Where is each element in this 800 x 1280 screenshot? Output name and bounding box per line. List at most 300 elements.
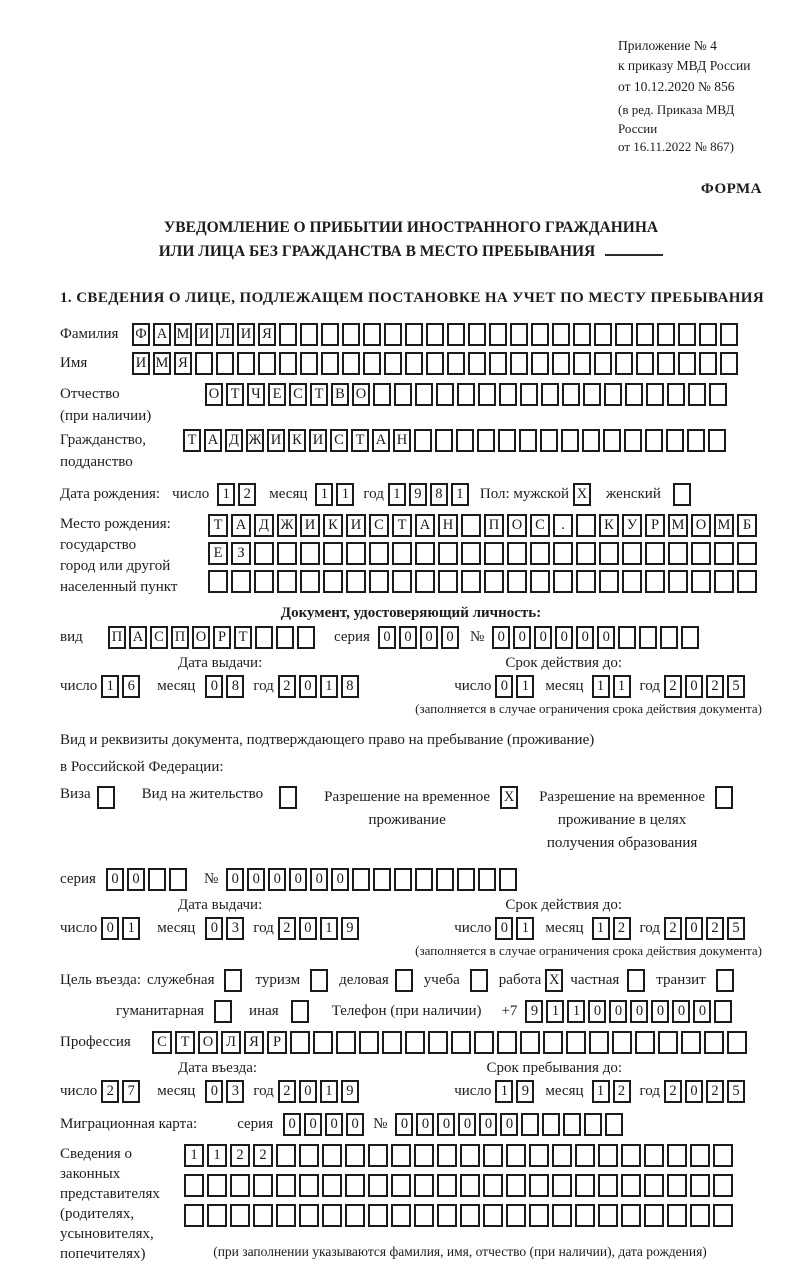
cell: И <box>309 429 327 452</box>
cell <box>297 626 315 649</box>
cell: 0 <box>500 1113 518 1136</box>
cell: И <box>267 429 285 452</box>
cell <box>276 1204 296 1227</box>
doc-kind-boxes <box>108 626 318 649</box>
cell: 1 <box>613 675 631 698</box>
cell <box>457 868 475 891</box>
permit-valid-heading: Срок действия до: <box>505 896 622 913</box>
cell: П <box>484 514 504 537</box>
stay-month-label: месяц <box>545 1082 584 1099</box>
cell: 2 <box>706 675 724 698</box>
cell <box>474 1031 494 1054</box>
citizenship-boxes <box>183 429 729 452</box>
purpose-business-checkbox <box>395 969 416 992</box>
form-title <box>60 216 762 264</box>
birth-date-label: Дата рождения: <box>60 486 161 503</box>
cell <box>169 868 187 891</box>
cell: М <box>174 323 192 346</box>
cell: 0 <box>304 1113 322 1136</box>
cell: 1 <box>451 483 469 506</box>
blank-underline <box>605 243 663 256</box>
purpose-humanitarian-checkbox <box>214 1000 235 1023</box>
cell: А <box>129 626 147 649</box>
cell <box>599 542 619 565</box>
permit-issue-day-boxes <box>101 917 143 940</box>
cell <box>184 1174 204 1197</box>
cell <box>708 429 726 452</box>
cell: Л <box>216 323 234 346</box>
cell: 1 <box>516 675 534 698</box>
permit-dates-headings <box>60 897 762 914</box>
cell <box>510 352 528 375</box>
cell <box>207 1204 227 1227</box>
citizenship-label-line1: Гражданство, <box>60 432 147 449</box>
cell <box>414 1204 434 1227</box>
entry-month-label: месяц <box>157 1082 196 1099</box>
doc-issue-day-label: число <box>60 678 98 695</box>
cell: 2 <box>664 1080 682 1103</box>
cell <box>342 323 360 346</box>
cell <box>541 383 559 406</box>
cell: Т <box>183 429 201 452</box>
cell: 1 <box>495 1080 513 1103</box>
cell <box>624 429 642 452</box>
cell: 0 <box>609 1000 627 1023</box>
cell <box>368 1144 388 1167</box>
temp-permit-edu-label <box>539 786 705 856</box>
entry-dates-row <box>60 1080 762 1103</box>
cell <box>737 570 757 593</box>
legal-representatives-label <box>60 1144 184 1264</box>
title-line-2-text: ИЛИ ЛИЦА БЕЗ ГРАЖДАНСТВА В МЕСТО ПРЕБЫВАНИЯ <box>158 243 596 261</box>
legal-label-line5: усыновителях, <box>60 1225 154 1242</box>
cell <box>321 352 339 375</box>
cell <box>699 352 717 375</box>
cell: К <box>599 514 619 537</box>
cell: 2 <box>278 1080 296 1103</box>
cell <box>699 323 717 346</box>
annex-line-1: Приложение № 4 <box>618 38 717 53</box>
cell: 0 <box>555 626 573 649</box>
cell: 9 <box>525 1000 543 1023</box>
cell: 2 <box>613 1080 631 1103</box>
residence-permit-label: Вид на жительство <box>141 785 264 802</box>
cell <box>599 570 619 593</box>
cell <box>563 1113 581 1136</box>
birth-place-row3 <box>208 570 760 593</box>
cell: Л <box>221 1031 241 1054</box>
cell <box>230 1204 250 1227</box>
cell: 0 <box>283 1113 301 1136</box>
cell: . <box>553 514 573 537</box>
cell <box>644 1204 664 1227</box>
purpose-work-label: работа <box>498 971 542 988</box>
patronymic-boxes <box>205 383 730 406</box>
cell <box>704 1031 724 1054</box>
cell <box>460 1174 480 1197</box>
cell <box>322 1144 342 1167</box>
cell: 0 <box>205 917 223 940</box>
cell <box>658 1031 678 1054</box>
cell <box>668 570 688 593</box>
temp-permit-item <box>324 786 521 833</box>
cell: О <box>352 383 370 406</box>
cell <box>716 969 734 992</box>
birth-place-row2 <box>208 542 760 565</box>
purpose-other-label: иная <box>249 1002 279 1019</box>
cell: И <box>195 323 213 346</box>
cell <box>428 1031 448 1054</box>
cell: Д <box>225 429 243 452</box>
cell <box>576 570 596 593</box>
purpose-transit-label: транзит <box>656 971 706 988</box>
temp-permit-checkbox <box>500 786 521 809</box>
cell: 0 <box>299 1080 317 1103</box>
cell: 1 <box>567 1000 585 1023</box>
temp-permit-edu-label-line1: Разрешение на временное <box>539 788 706 805</box>
cell <box>483 1144 503 1167</box>
cell: 0 <box>685 1080 703 1103</box>
cell <box>461 542 481 565</box>
cell <box>148 868 166 891</box>
cell <box>521 1113 539 1136</box>
cell: С <box>289 383 307 406</box>
cell: 5 <box>727 917 745 940</box>
legal-row3 <box>184 1204 736 1227</box>
cell <box>552 1204 572 1227</box>
cell: 9 <box>341 917 359 940</box>
cell <box>507 542 527 565</box>
cell: И <box>300 514 320 537</box>
cell: А <box>415 514 435 537</box>
cell: 0 <box>597 626 615 649</box>
cell <box>414 1174 434 1197</box>
entry-date-group <box>60 1080 362 1103</box>
cell <box>461 570 481 593</box>
permit-valid-day-label: число <box>454 919 492 936</box>
cell <box>622 570 642 593</box>
cell <box>470 969 488 992</box>
cell <box>414 1144 434 1167</box>
sex-male-checkbox <box>573 483 594 506</box>
cell: О <box>192 626 210 649</box>
cell: 2 <box>664 917 682 940</box>
cell: 8 <box>226 675 244 698</box>
cell <box>258 352 276 375</box>
cell: Я <box>244 1031 264 1054</box>
cell: 1 <box>315 483 333 506</box>
cell <box>657 323 675 346</box>
cell <box>276 1174 296 1197</box>
permit-valid-group <box>454 917 748 940</box>
doc-valid-day-label: число <box>454 678 492 695</box>
cell <box>645 429 663 452</box>
cell: 0 <box>378 626 396 649</box>
cell: 5 <box>727 1080 745 1103</box>
cell: М <box>714 514 734 537</box>
purpose-label: Цель въезда: <box>60 971 141 988</box>
cell: Д <box>254 514 274 537</box>
cell <box>291 1000 309 1023</box>
cell <box>566 1031 586 1054</box>
cell: П <box>108 626 126 649</box>
permit-valid-month-boxes <box>592 917 634 940</box>
cell <box>506 1174 526 1197</box>
cell <box>299 1174 319 1197</box>
cell <box>460 1144 480 1167</box>
cell: К <box>323 514 343 537</box>
permit-valid-year-label: год <box>639 919 660 936</box>
cell <box>625 383 643 406</box>
cell: 0 <box>127 868 145 891</box>
permit-issue-month-boxes <box>205 917 247 940</box>
visa-item <box>60 786 118 809</box>
cell: 0 <box>630 1000 648 1023</box>
cell: З <box>231 542 251 565</box>
cell <box>644 1174 664 1197</box>
name-row <box>60 352 762 375</box>
birth-place-label-line4: населенный пункт <box>60 579 178 596</box>
cell <box>437 1144 457 1167</box>
cell <box>553 542 573 565</box>
birth-place-label <box>60 514 208 598</box>
doc-series-boxes <box>378 626 462 649</box>
doc-valid-group <box>454 675 748 698</box>
cell: 1 <box>320 1080 338 1103</box>
cell <box>310 969 328 992</box>
cell: А <box>372 429 390 452</box>
cell: 2 <box>230 1144 250 1167</box>
permit-issue-group <box>60 917 362 940</box>
cell <box>690 1144 710 1167</box>
cell: Б <box>737 514 757 537</box>
cell <box>520 1031 540 1054</box>
cell: X <box>545 969 563 992</box>
cell <box>552 352 570 375</box>
purpose-official-checkbox <box>224 969 245 992</box>
cell <box>394 383 412 406</box>
cell <box>681 626 699 649</box>
purpose-row-2 <box>60 1000 762 1023</box>
title-line-1: УВЕДОМЛЕНИЕ О ПРИБЫТИИ ИНОСТРАННОГО ГРАЖДАНИНА <box>163 219 659 237</box>
cell <box>690 1174 710 1197</box>
cell <box>531 352 549 375</box>
legal-representatives-boxes <box>184 1144 736 1260</box>
cell <box>499 383 517 406</box>
cell <box>254 570 274 593</box>
entry-date-heading: Дата въезда: <box>178 1059 258 1076</box>
cell <box>368 1204 388 1227</box>
cell <box>621 1174 641 1197</box>
cell: 1 <box>320 675 338 698</box>
cell <box>636 352 654 375</box>
cell <box>621 1204 641 1227</box>
cell <box>405 1031 425 1054</box>
doc-issue-month-boxes <box>205 675 247 698</box>
cell <box>237 352 255 375</box>
permit-series-row <box>60 868 762 891</box>
doc-valid-heading: Срок действия до: <box>505 655 622 672</box>
cell <box>405 323 423 346</box>
permit-number-boxes <box>226 868 520 891</box>
doc-issue-day-boxes <box>101 675 143 698</box>
cell: У <box>622 514 642 537</box>
cell: 2 <box>253 1144 273 1167</box>
birth-place-label-line1: Место рождения: <box>60 516 171 533</box>
cell <box>575 1144 595 1167</box>
cell: Т <box>175 1031 195 1054</box>
cell <box>529 1144 549 1167</box>
cell: Ж <box>277 514 297 537</box>
cell: 9 <box>409 483 427 506</box>
cell: 5 <box>727 675 745 698</box>
citizenship-row <box>60 429 762 473</box>
cell <box>415 542 435 565</box>
cell <box>667 1174 687 1197</box>
cell <box>660 626 678 649</box>
cell <box>323 570 343 593</box>
cell <box>714 570 734 593</box>
residence-permit-item <box>142 786 300 809</box>
citizenship-label <box>60 429 183 473</box>
purpose-official-label: служебная <box>146 971 215 988</box>
purpose-private-checkbox <box>627 969 648 992</box>
cell: 1 <box>207 1144 227 1167</box>
cell <box>394 868 412 891</box>
cell <box>552 1144 572 1167</box>
surname-boxes <box>132 323 741 346</box>
cell <box>373 383 391 406</box>
cell <box>342 352 360 375</box>
cell: 0 <box>685 675 703 698</box>
permit-valid-day-boxes <box>495 917 537 940</box>
cell <box>543 1031 563 1054</box>
cell: 9 <box>341 1080 359 1103</box>
cell <box>540 429 558 452</box>
cell <box>352 868 370 891</box>
cell <box>553 570 573 593</box>
cell <box>414 429 432 452</box>
phone-boxes <box>525 1000 735 1023</box>
cell <box>714 1000 732 1023</box>
title-line-2 <box>60 240 762 264</box>
birth-place-label-line2: государство <box>60 537 137 554</box>
cell: Я <box>258 323 276 346</box>
cell: Е <box>268 383 286 406</box>
cell <box>216 352 234 375</box>
cell <box>598 1144 618 1167</box>
cell <box>300 352 318 375</box>
cell <box>530 570 550 593</box>
cell <box>478 868 496 891</box>
cell: О <box>205 383 223 406</box>
cell: 0 <box>441 626 459 649</box>
cell: С <box>369 514 389 537</box>
cell: 0 <box>588 1000 606 1023</box>
cell <box>195 352 213 375</box>
cell <box>605 1113 623 1136</box>
temp-permit-label <box>324 786 490 833</box>
cell: И <box>132 352 150 375</box>
cell <box>584 1113 602 1136</box>
cell <box>468 323 486 346</box>
cell <box>426 352 444 375</box>
cell <box>498 429 516 452</box>
cell <box>313 1031 333 1054</box>
cell <box>627 969 645 992</box>
cell: 0 <box>247 868 265 891</box>
migration-card-row <box>60 1113 762 1136</box>
cell: Т <box>208 514 228 537</box>
cell: 0 <box>685 917 703 940</box>
cell <box>300 542 320 565</box>
cell: 0 <box>420 626 438 649</box>
cell <box>657 352 675 375</box>
cell <box>573 323 591 346</box>
legal-row1 <box>184 1144 736 1167</box>
birth-day-boxes <box>217 483 259 506</box>
doc-dates-headings <box>60 655 762 672</box>
cell: 1 <box>320 917 338 940</box>
cell <box>415 868 433 891</box>
cell <box>615 323 633 346</box>
cell: О <box>691 514 711 537</box>
permit-number-label: № <box>203 870 219 887</box>
doc-valid-month-boxes <box>592 675 634 698</box>
cell <box>520 383 538 406</box>
cell <box>621 1144 641 1167</box>
cell <box>484 570 504 593</box>
cell: 0 <box>672 1000 690 1023</box>
cell <box>363 352 381 375</box>
cell: Ф <box>132 323 150 346</box>
cell <box>461 514 481 537</box>
cell: М <box>153 352 171 375</box>
cell <box>618 626 636 649</box>
cell: Р <box>267 1031 287 1054</box>
cell: 1 <box>101 675 119 698</box>
cell <box>713 1174 733 1197</box>
cell <box>395 969 413 992</box>
legal-representatives-note: (при заполнении указываются фамилия, имя, отчество (при наличии), дата рождения) <box>213 1243 707 1259</box>
cell <box>594 352 612 375</box>
doc-validity-note: (заполняется в случае ограничения срока действия документа) <box>415 701 762 717</box>
doc-issue-group <box>60 675 362 698</box>
cell: Т <box>226 383 244 406</box>
cell: С <box>530 514 550 537</box>
cell <box>575 1174 595 1197</box>
residence-doc-paragraph <box>60 727 762 780</box>
birth-day-label: число <box>172 486 210 503</box>
cell <box>715 786 733 809</box>
cell: С <box>152 1031 172 1054</box>
cell <box>529 1174 549 1197</box>
legal-representatives-block <box>60 1144 762 1264</box>
legal-label-line6: попечителях) <box>60 1245 146 1262</box>
birth-month-label: месяц <box>269 486 308 503</box>
cell: Т <box>392 514 412 537</box>
doc-issue-year-boxes <box>278 675 362 698</box>
doc-series-label: серия <box>334 629 370 646</box>
purpose-study-label: учеба <box>423 971 460 988</box>
cell <box>531 323 549 346</box>
cell: 8 <box>341 675 359 698</box>
doc-issue-year-label: год <box>253 678 274 695</box>
cell <box>673 483 691 506</box>
purpose-tourism-checkbox <box>310 969 331 992</box>
cell <box>300 570 320 593</box>
form-label: ФОРМА <box>700 181 762 198</box>
